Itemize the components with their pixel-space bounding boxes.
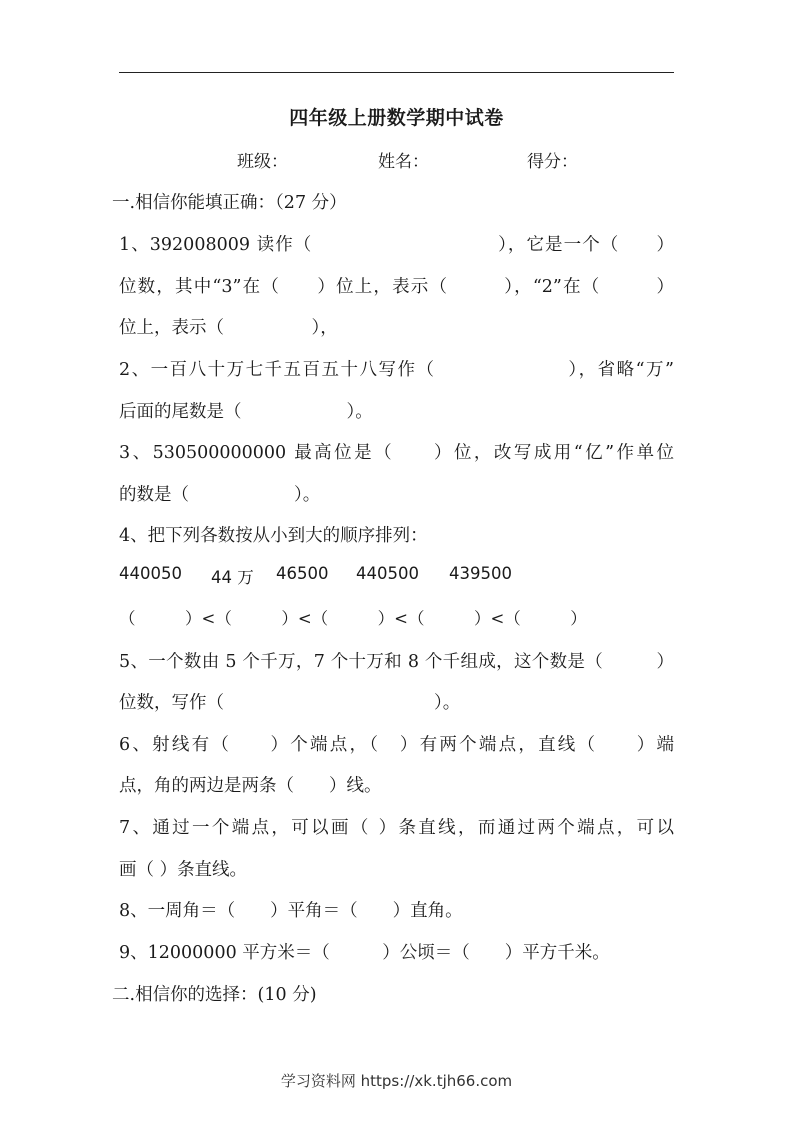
- question-line: 5、一个数由 5 个千万，7 个十万和 8 个千组成，这个数是（ ）: [119, 652, 674, 672]
- page-title: 四年级上册数学期中试卷: [289, 107, 504, 129]
- number-item: 44 万: [211, 568, 254, 587]
- question-line: 画（ ）条直线。: [119, 860, 248, 880]
- question-line: 9、12000000 平方米＝（ ）公顷＝（ ）平方千米。: [119, 943, 610, 963]
- question-line: 后面的尾数是（ ）。: [119, 402, 373, 422]
- name-label: 姓名：: [378, 152, 429, 172]
- question-line: 7、通过一个端点，可以画（ ）条直线，而通过两个端点，可以: [119, 818, 674, 838]
- question-line: 3、530500000000 最高位是（ ）位，改写成用“亿”作单位: [119, 443, 674, 463]
- question-line: 位数，其中“3”在（ ）位上，表示（ ），“2”在（ ）: [119, 277, 674, 297]
- number-item: 46500: [276, 564, 329, 583]
- number-item: 439500: [449, 564, 512, 583]
- question-line: 的数是（ ）。: [119, 485, 321, 505]
- question-line: 2、一百八十万七千五百五十八写作（ ），省略“万”: [119, 360, 674, 380]
- class-label: 班级：: [237, 152, 288, 172]
- number-item: 440050: [119, 564, 182, 583]
- order-answer-row: （ ）<（ ）<（ ）<（ ）<（ ）: [119, 609, 587, 628]
- footer-watermark: 学习资料网 https://xk.tjh66.com: [280, 1072, 513, 1090]
- question-line: 4、把下列各数按从小到大的顺序排列：: [119, 526, 428, 546]
- section-heading-1: 一.相信你能填正确：（27 分）: [112, 193, 347, 213]
- question-line: 6、射线有（ ）个端点，（ ）有两个端点，直线（ ）端: [119, 735, 674, 755]
- question-line: 位数，写作（ ）。: [119, 693, 461, 713]
- question-line: 1、392008009 读作（ ），它是一个（ ）: [119, 235, 674, 255]
- header-rule: [119, 72, 674, 73]
- score-label: 得分：: [527, 152, 578, 172]
- section-heading-2: 二.相信你的选择：(10 分): [112, 985, 317, 1005]
- question-line: 点，角的两边是两条（ ）线。: [119, 776, 382, 796]
- question-line: 8、一周角＝（ ）平角＝（ ）直角。: [119, 901, 463, 921]
- question-line: 位上，表示（ ），: [119, 318, 338, 338]
- number-item: 440500: [356, 564, 419, 583]
